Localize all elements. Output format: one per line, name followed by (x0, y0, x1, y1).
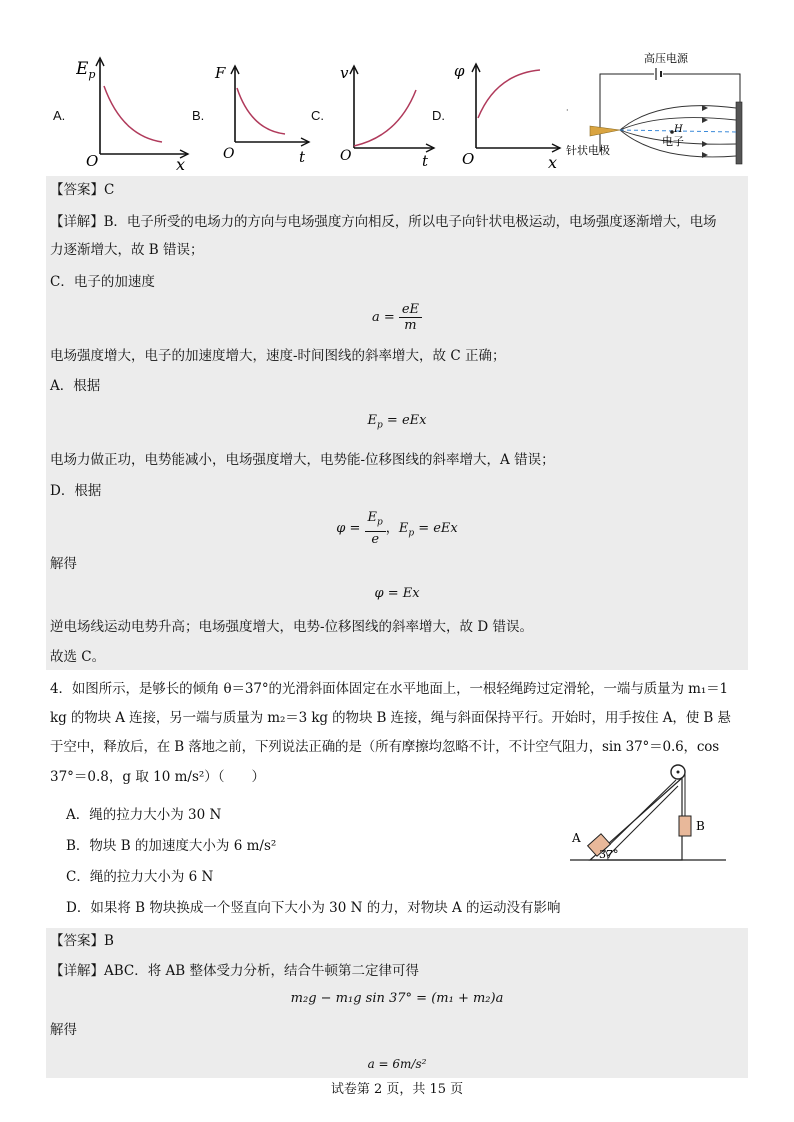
graph-d-origin: O (462, 150, 475, 168)
eq3-separator: ， (385, 520, 399, 536)
graph-b (213, 58, 313, 168)
block-b-label: B (696, 819, 705, 833)
graph-a-curve (104, 86, 162, 142)
eq3-b-rhs: = eEx (414, 520, 458, 536)
block-a-label: A (572, 831, 581, 845)
graph-d-curve (478, 70, 540, 118)
eq1-fraction (399, 302, 422, 333)
q3-conclusion: 故选 C。 (50, 649, 106, 665)
graph-a-origin: O (86, 152, 99, 170)
eq3-num-sub: p (377, 517, 383, 528)
graph-d-x-axis: x (548, 153, 558, 172)
q3-equation-4: φ = Ex (374, 586, 420, 601)
q3-equation-1 (46, 302, 748, 333)
point-h-label: H (674, 124, 683, 135)
eq3-num-e: E (367, 510, 378, 525)
power-supply-label: 高压电源 (644, 52, 688, 65)
graph-a-y-sub: p (88, 68, 96, 81)
graph-b-curve (237, 88, 285, 134)
q3-c-head: C．电子的加速度 (50, 274, 155, 290)
page-footer: 试卷第 2 页，共 15 页 (330, 1082, 464, 1097)
electron-label: 电子 (662, 135, 684, 148)
eq1-num: eE (399, 302, 422, 318)
electrode-label: 针状电极 (566, 144, 610, 157)
eq1-lhs: a = (371, 310, 395, 325)
block-b (679, 816, 691, 836)
q4-option-c[interactable]: C．绳的拉力大小为 6 N (66, 869, 214, 885)
angle-label: 37° (599, 848, 619, 861)
q4-option-b[interactable]: B．物块 B 的加速度大小为 6 m/s² (66, 838, 277, 854)
q3-detail-line-1: 【详解】B．电子所受的电场力的方向与电场强度方向相反，所以电子向针状电极运动，电场强度逐渐增大，电场 (50, 214, 717, 230)
q4-solve-label: 解得 (50, 1022, 77, 1038)
graph-b-x-axis: t (299, 148, 306, 166)
graph-c-origin: O (340, 148, 352, 164)
graph-c-y-axis: v (340, 64, 349, 82)
electrode-device-figure (562, 46, 752, 170)
q4-stem-line-4: 37°＝0.8，g 取 10 m/s²）（ ） (50, 769, 266, 785)
option-c-label: C. (311, 108, 324, 123)
eq3-num (365, 510, 386, 532)
q3-detail-line-2: 力逐渐增大，故 B 错误； (50, 242, 204, 258)
eq1-den: m (404, 318, 417, 333)
graph-c-x-axis: t (422, 152, 429, 168)
q4-stem-line-2: kg 的物块 A 连接，另一端与质量为 m₂＝3 kg 的物块 B 连接，绳与斜面保持平行。开始时，用手按住 A，使 B 悬 (50, 710, 731, 726)
eq2-rhs: = eEx (382, 413, 427, 428)
q3-a-head: A．根据 (50, 378, 101, 394)
graph-b-y-axis: F (215, 64, 226, 82)
q3-d-head: D．根据 (50, 483, 102, 499)
q3-solve-label: 解得 (50, 556, 77, 572)
q3-answer: 【答案】C (50, 182, 115, 198)
q3-equation-3 (46, 510, 748, 547)
q4-equation-1: m₂g − m₁g sin 37° = (m₁ + m₂)a (290, 991, 504, 1006)
incline-pulley-figure (562, 752, 732, 868)
q4-detail: 【详解】ABC．将 AB 整体受力分析，结合牛顿第二定律可得 (50, 963, 420, 979)
option-a-label: A. (53, 108, 66, 123)
stray-dot: · (566, 106, 569, 115)
q4-option-d[interactable]: D．如果将 B 物块换成一个竖直向下大小为 30 N 的力，对物块 A 的运动没有影响 (66, 900, 561, 916)
q4-option-a[interactable]: A．绳的拉力大小为 30 N (66, 807, 222, 823)
eq3-b-sub: p (408, 528, 415, 539)
eq3-b-e: E (398, 520, 409, 536)
graph-b-origin: O (223, 146, 235, 162)
eq3-den: e (371, 531, 380, 547)
collector-plate (736, 102, 742, 164)
graph-c (334, 58, 438, 168)
eq3-fraction (365, 510, 386, 547)
q4-stem-line-3: 于空中，释放后，在 B 落地之前，下列说法正确的是（所有摩擦均忽略不计，不计空气阻力，sin 37°＝0.6，cos (50, 739, 720, 755)
eq2-e: E (367, 413, 378, 428)
graph-a-x-axis: x (176, 155, 186, 172)
q3-c-text: 电场强度增大，电子的加速度增大，速度-时间图线的斜率增大，故 C 正确； (50, 348, 506, 364)
graph-a-y-axis: $E_p$ (76, 59, 96, 81)
graph-a (76, 52, 194, 172)
option-b-label: B. (192, 108, 205, 123)
eq3-lhs: φ = (336, 520, 361, 536)
option-d-label: D. (432, 108, 445, 123)
graph-c-curve (354, 90, 416, 146)
graph-d-y-axis: φ (454, 62, 465, 80)
q4-stem-line-1: 4．如图所示，是够长的倾角 θ＝37°的光滑斜面体固定在水平地面上，一根轻绳跨过定滑轮，一端与质量为 m₁＝1 (50, 681, 729, 697)
q4-answer: 【答案】B (50, 933, 114, 949)
needle-electrode (590, 126, 620, 136)
q3-d-text: 逆电场线运动电势升高；电场强度增大，电势-位移图线的斜率增大，故 D 错误。 (50, 619, 533, 635)
q3-equation-2 (46, 412, 748, 435)
q4-equation-2: a = 6m/s² (367, 1057, 427, 1071)
eq2-sub: p (377, 420, 383, 431)
graph-d (452, 56, 564, 172)
q3-a-text: 电场力做正功，电势能减小，电场强度增大，电势能-位移图线的斜率增大，A 错误； (50, 452, 555, 468)
